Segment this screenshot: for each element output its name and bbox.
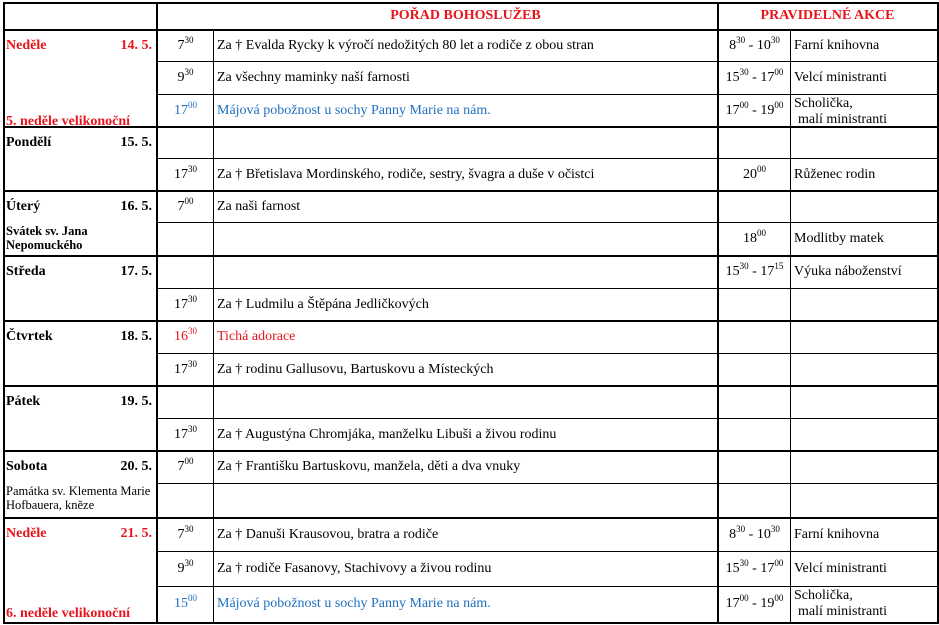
grid-line <box>3 2 5 624</box>
grid-line <box>3 29 939 31</box>
mass-intention: Za všechny maminky naší farnosti <box>217 69 410 85</box>
mass-time: $17^{00}$ <box>174 99 197 118</box>
day-note: Památka sv. Klementa Marie Hofbauera, kněze <box>6 484 151 512</box>
grid-line <box>213 30 214 624</box>
day-date: 20. 5. <box>120 459 152 474</box>
grid-line <box>157 61 939 62</box>
akce-name: Růženec rodin <box>794 166 876 182</box>
grid-line <box>157 94 939 95</box>
akce-name: Farní knihovna <box>794 37 880 53</box>
day-date: 15. 5. <box>120 135 152 150</box>
mass-time: $7^{00}$ <box>177 195 194 214</box>
mass-intention: Za † rodinu Gallusovu, Bartuskovu a Místeckých <box>217 361 494 377</box>
day-name: Sobota <box>6 459 48 474</box>
day-date: 17. 5. <box>120 264 152 279</box>
mass-time: $15^{00}$ <box>174 593 197 611</box>
akce-time: $17^{00} - 19^{00}$ <box>725 99 784 118</box>
day-name: Středa <box>6 264 46 279</box>
mass-intention: Tichá adorace <box>217 329 296 344</box>
akce-name: Velcí ministranti <box>794 560 887 576</box>
day-name: Neděle <box>6 526 47 541</box>
day-date: 19. 5. <box>120 394 152 409</box>
day-note: 5. neděle velikonoční <box>6 114 131 129</box>
mass-intention: Za † rodiče Fasanovy, Stachivovy a živou rodinu <box>217 560 492 576</box>
grid-line <box>3 450 939 452</box>
mass-intention: Za † Danuši Krausovou, bratra a rodiče <box>217 526 439 542</box>
mass-time: $17^{30}$ <box>174 163 197 182</box>
day-note: 6. neděle velikonoční <box>6 606 131 621</box>
grid-line <box>790 30 791 624</box>
mass-time: $7^{30}$ <box>177 34 194 53</box>
mass-time: $17^{30}$ <box>174 423 197 442</box>
grid-line <box>3 255 939 257</box>
akce-time: $8^{30} - 10^{30}$ <box>729 523 780 542</box>
mass-intention: Za † Břetislava Mordinského, rodiče, sestry, švagra a duše v očistci <box>217 166 595 182</box>
day-name: Pátek <box>6 394 41 409</box>
grid-line <box>157 483 939 484</box>
akce-time: $18^{00}$ <box>743 228 766 246</box>
mass-intention: Za † Evalda Rycky k výročí nedožitých 80 let a rodiče z obou stran <box>217 37 594 53</box>
day-name: Pondělí <box>6 135 52 150</box>
akce-time: $15^{30} - 17^{00}$ <box>725 557 784 576</box>
mass-time: $17^{30}$ <box>174 293 197 312</box>
akce-time: $17^{00} - 19^{00}$ <box>725 593 784 611</box>
header-mass: POŘAD BOHOSLUŽEB <box>390 8 541 23</box>
mass-time: $9^{30}$ <box>177 66 194 85</box>
grid-line <box>3 190 939 192</box>
akce-name: Scholička, <box>794 96 853 111</box>
grid-line <box>157 158 939 159</box>
akce-name: Scholička, <box>794 588 853 603</box>
day-date: 16. 5. <box>120 199 152 214</box>
akce-time: $15^{30} - 17^{00}$ <box>725 66 784 85</box>
mass-intention: Za † Františku Bartuskovu, manžela, děti a dva vnuky <box>217 459 521 474</box>
grid-line <box>157 288 939 289</box>
mass-time: $7^{00}$ <box>177 456 194 474</box>
mass-time: $16^{30}$ <box>174 326 197 344</box>
grid-line <box>157 418 939 419</box>
day-name: Neděle <box>6 38 47 53</box>
grid-line <box>157 586 939 587</box>
day-name: Úterý <box>6 199 41 214</box>
mass-time: $17^{30}$ <box>174 358 197 377</box>
akce-name: malí ministranti <box>798 112 888 127</box>
day-date: 21. 5. <box>120 526 152 541</box>
akce-name: Výuka náboženství <box>794 264 902 279</box>
day-note: Svátek sv. Jana Nepomuckého <box>6 224 88 252</box>
grid-line <box>3 320 939 322</box>
mass-intention: Májová pobožnost u sochy Panny Marie na nám. <box>217 596 491 611</box>
akce-name: Velcí ministranti <box>794 69 887 85</box>
grid-line <box>157 551 939 552</box>
akce-name: Farní knihovna <box>794 526 880 542</box>
mass-time: $9^{30}$ <box>177 557 194 576</box>
header-akce: PRAVIDELNÉ AKCE <box>760 8 895 23</box>
grid-line <box>3 385 939 387</box>
grid-line <box>3 622 939 624</box>
day-name: Čtvrtek <box>6 329 53 344</box>
akce-time: $20^{00}$ <box>743 163 766 182</box>
mass-intention: Za † Augustýna Chromjáka, manželku Libuši a živou rodinu <box>217 426 557 442</box>
grid-line <box>3 517 939 519</box>
akce-time: $8^{30} - 10^{30}$ <box>729 34 780 53</box>
mass-intention: Za † Ludmilu a Štěpána Jedličkových <box>217 296 429 312</box>
mass-time: $7^{30}$ <box>177 523 194 542</box>
grid-line <box>157 353 939 354</box>
grid-line <box>3 2 939 4</box>
mass-intention: Májová pobožnost u sochy Panny Marie na nám. <box>217 102 491 118</box>
day-date: 18. 5. <box>120 329 152 344</box>
akce-time: $15^{30} - 17^{15}$ <box>725 261 784 279</box>
mass-intention: Za naši farnost <box>217 198 301 214</box>
akce-name: Modlitby matek <box>794 231 884 246</box>
day-date: 14. 5. <box>120 38 152 53</box>
akce-name: malí ministranti <box>798 604 888 619</box>
grid-line <box>157 222 939 223</box>
